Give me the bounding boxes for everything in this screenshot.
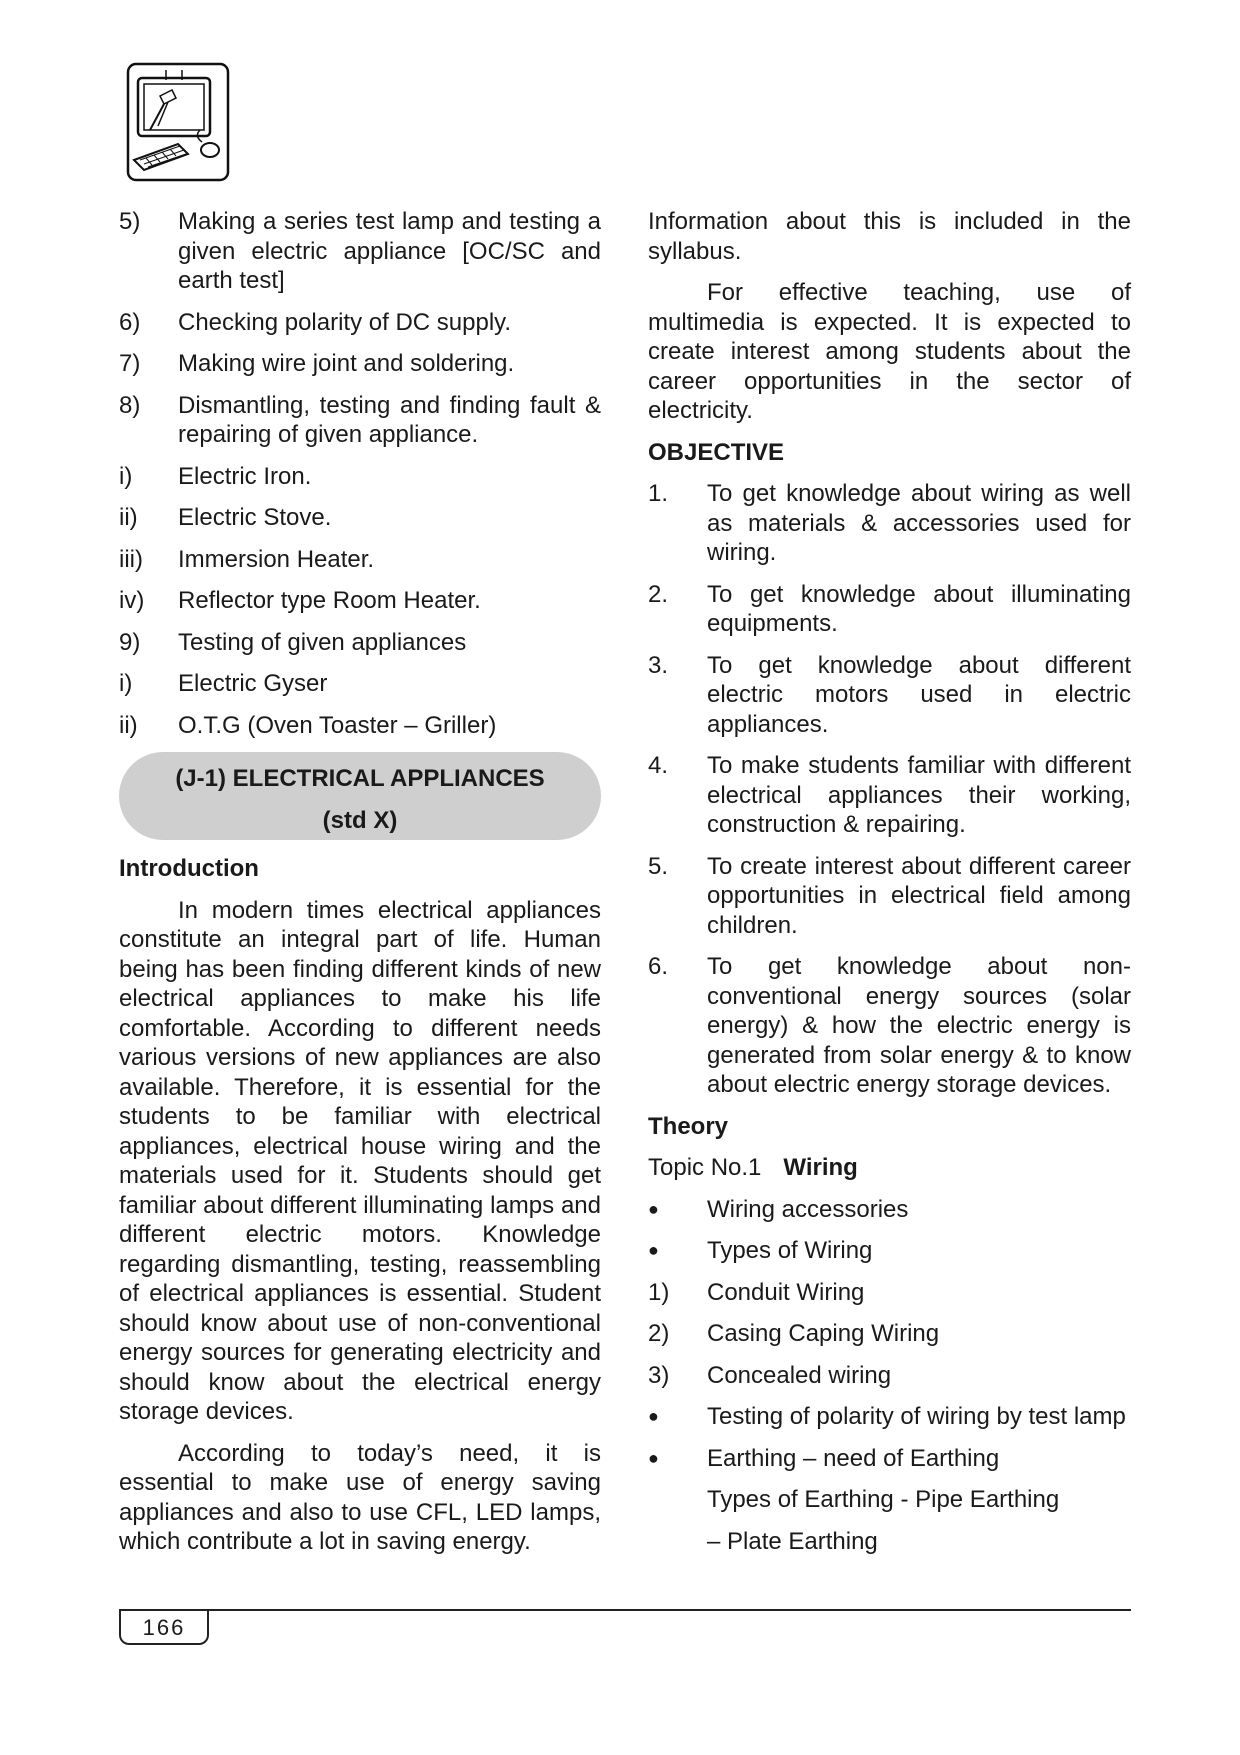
list-marker: iii) bbox=[119, 545, 143, 573]
list-item bbox=[119, 586, 601, 616]
list-marker: iv) bbox=[119, 587, 145, 614]
list-marker: ● bbox=[648, 1198, 659, 1219]
list-marker: 6. bbox=[648, 953, 669, 980]
list-item-text: To get knowledge about non-conventional energy sources (solar energy) & how the electric energy is generated from solar energy & to know about electric energy storage devices. bbox=[707, 953, 1131, 1098]
list-marker: 8) bbox=[119, 391, 141, 419]
list-item-text: Reflector type Room Heater. bbox=[178, 587, 481, 614]
list-marker: ● bbox=[648, 1447, 659, 1468]
list-item-text: Types of Wiring bbox=[707, 1237, 873, 1264]
list-marker: 7) bbox=[119, 350, 141, 377]
list-marker: 1) bbox=[648, 1278, 670, 1306]
theory-item bbox=[648, 1236, 1131, 1266]
objectives-list bbox=[648, 479, 1131, 1100]
list-item-text: Electric Iron. bbox=[178, 462, 312, 490]
list-item bbox=[119, 308, 601, 338]
list-marker: ii) bbox=[119, 504, 138, 531]
syllabus-paragraph: Information about this is included in the syllabus. bbox=[648, 208, 1131, 265]
list-item-text: Dismantling, testing and finding fault & repairing of given appliance. bbox=[178, 391, 601, 448]
plate-earthing: – Plate Earthing bbox=[707, 1527, 878, 1555]
theory-item bbox=[648, 1402, 1131, 1432]
list-marker: 1. bbox=[648, 480, 669, 507]
list-item-text: Electric Gyser bbox=[178, 670, 328, 697]
list-marker: ● bbox=[648, 1240, 659, 1260]
objective-item bbox=[648, 580, 1131, 639]
introduction-paragraph-2: According to today’s need, it is essential to make use of energy saving appliances and also to use CFL, LED lamps, which contribute a lot in saving energy. bbox=[119, 1439, 601, 1555]
list-item bbox=[119, 462, 601, 492]
list-item-text: Electric Stove. bbox=[178, 504, 332, 531]
list-marker: 5) bbox=[119, 208, 141, 235]
section-title: (J-1) ELECTRICAL APPLIANCES bbox=[175, 765, 545, 792]
theory-item bbox=[648, 1361, 1131, 1391]
objective-item bbox=[648, 751, 1131, 840]
theory-heading: Theory bbox=[648, 1112, 729, 1140]
objective-item bbox=[648, 479, 1131, 568]
list-item-text: Wiring accessories bbox=[707, 1195, 909, 1223]
left-column bbox=[119, 207, 601, 1569]
list-marker: 2) bbox=[648, 1320, 670, 1347]
theory-item bbox=[648, 1444, 1131, 1474]
list-marker: 4. bbox=[648, 752, 669, 779]
list-item-text: To get knowledge about different electric motors used in electric appliances. bbox=[707, 651, 1131, 738]
list-marker: i) bbox=[119, 670, 133, 697]
theory-list bbox=[648, 1195, 1131, 1474]
list-marker: i) bbox=[119, 462, 133, 490]
objective-item bbox=[648, 952, 1131, 1100]
objective-item bbox=[648, 852, 1131, 941]
list-marker: 6) bbox=[119, 308, 141, 336]
section-subtitle: (std X) bbox=[322, 807, 398, 834]
list-marker: 5. bbox=[648, 852, 669, 880]
list-item bbox=[119, 545, 601, 575]
list-item-text: Making a series test lamp and testing a given electric appliance [OC/SC and earth test] bbox=[178, 208, 601, 294]
list-marker: ii) bbox=[119, 711, 138, 739]
footer-rule bbox=[119, 1609, 1131, 1611]
list-item-text: Testing of polarity of wiring by test lamp bbox=[707, 1403, 1126, 1430]
right-column bbox=[648, 207, 1131, 1568]
multimedia-paragraph: For effective teaching, use of multimedia is expected. It is expected to create interest among students about the career opportunities in the sector of electricity. bbox=[648, 279, 1131, 424]
list-item-text: To create interest about different career opportunities in electrical field among children. bbox=[707, 852, 1131, 939]
list-item-text: Making wire joint and soldering. bbox=[178, 350, 515, 377]
list-item-text: Earthing – need of Earthing bbox=[707, 1444, 1000, 1472]
practical-list bbox=[119, 207, 601, 740]
earthing-types: Types of Earthing - Pipe Earthing bbox=[707, 1486, 1060, 1513]
list-marker: ● bbox=[648, 1406, 659, 1426]
list-item-text: To get knowledge about wiring as well as materials & accessories used for wiring. bbox=[707, 480, 1131, 566]
list-marker: 9) bbox=[119, 628, 141, 656]
list-item-text: To make students familiar with different electrical appliances their working, construction & repairing. bbox=[707, 752, 1131, 838]
introduction-paragraph-1: In modern times electrical appliances constitute an integral part of life. Human being has been finding different kinds of new electrical appliances to make his life comfortable. According to different needs various versions of new appliances are also available. Therefore, it is essential for the students to be familiar with electrical appliances, electrical house wiring and the materials used for it. Students should get familiar about different illuminating lamps and different electric motors. Knowledge regarding dismantling, testing, reassembling of electrical appliances is essential. Student should know about use of non-conventional energy sources for generating electricity and should know about the electrical energy storage devices. bbox=[119, 896, 601, 1425]
list-item bbox=[119, 628, 601, 658]
objective-heading: OBJECTIVE bbox=[648, 438, 785, 466]
objective-item bbox=[648, 651, 1131, 740]
list-item-text: Conduit Wiring bbox=[707, 1278, 865, 1306]
page-number: 166 bbox=[119, 1611, 209, 1645]
list-item-text: Casing Caping Wiring bbox=[707, 1320, 940, 1347]
list-item-text: Checking polarity of DC supply. bbox=[178, 308, 512, 336]
list-item bbox=[119, 349, 601, 379]
theory-item bbox=[648, 1278, 1131, 1308]
list-item bbox=[119, 503, 601, 533]
section-title-box bbox=[119, 752, 601, 840]
topic-label: Topic No.1 bbox=[648, 1154, 762, 1181]
list-item-text: Concealed wiring bbox=[707, 1361, 892, 1389]
list-item bbox=[119, 207, 601, 296]
list-item-text: To get knowledge about illuminating equipments. bbox=[707, 580, 1131, 637]
computer-logo-icon bbox=[126, 62, 230, 182]
list-item-text: Testing of given appliances bbox=[178, 628, 467, 656]
introduction-heading: Introduction bbox=[119, 855, 259, 882]
theory-item bbox=[648, 1195, 1131, 1225]
list-marker: 3) bbox=[648, 1361, 670, 1389]
theory-item bbox=[648, 1319, 1131, 1349]
topic-line bbox=[648, 1153, 1131, 1183]
list-marker: 3. bbox=[648, 651, 669, 679]
list-item bbox=[119, 711, 601, 741]
list-item bbox=[119, 669, 601, 699]
list-marker: 2. bbox=[648, 580, 669, 608]
list-item-text: Immersion Heater. bbox=[178, 545, 375, 573]
topic-title: Wiring bbox=[783, 1154, 858, 1181]
list-item-text: O.T.G (Oven Toaster – Griller) bbox=[178, 711, 497, 739]
list-item bbox=[119, 391, 601, 450]
